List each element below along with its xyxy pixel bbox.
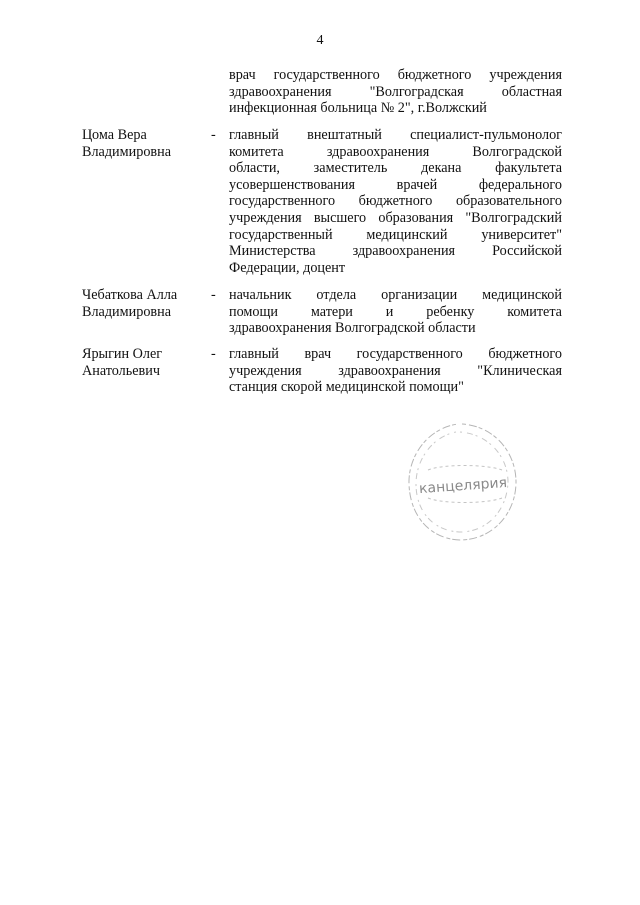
description-line: главный внештатный специалист-пульмонолог [229,127,562,143]
description-line: главный врач государственного бюджетного [229,346,562,362]
dash-separator: - [211,346,216,362]
description-line: учреждения высшего образования "Волгоградский [229,209,562,226]
position-description [229,287,562,337]
patronymic: Анатольевич [82,362,160,379]
description-line: здравоохранения Волгоградской области [229,320,476,337]
description-line: учреждения здравоохранения "Клиническая [229,362,562,379]
patronymic: Владимировна [82,143,171,160]
description-line: инфекционная больница № 2", г.Волжский [229,100,487,117]
description-line: области, заместитель декана факультета [229,160,562,177]
dash-separator: - [211,127,216,143]
description-line: помощи матери и ребенку комитета [229,303,562,320]
surname-given-name: Чебаткова Алла [82,287,178,303]
patronymic: Владимировна [82,303,171,320]
description-line: станция скорой медицинской помощи" [229,379,464,396]
description-line: здравоохранения "Волгоградская областная [229,83,562,100]
description-line: врач государственного бюджетного учреждения [229,67,562,83]
description-line: усовершенствования врачей федерального [229,176,562,193]
dash-separator: - [211,287,216,303]
person-name [82,346,202,379]
office-stamp [402,418,522,546]
description-line: государственного бюджетного образовательного [229,193,562,210]
description-line: начальник отдела организации медицинской [229,287,562,303]
person-name [82,127,202,160]
surname-given-name: Ярыгин Олег [82,346,163,362]
position-description [229,127,562,276]
page-number: 4 [316,33,324,48]
surname-given-name: Цома Вера [82,127,147,143]
person-name [82,287,202,320]
description-line: Федерации, доцент [229,259,346,276]
description-line: комитета здравоохранения Волгоградской [229,143,562,160]
position-description [229,346,562,396]
description-line: Министерства здравоохранения Российской [229,243,562,260]
position-description [229,67,562,117]
stamp-text: канцелярия [418,474,508,498]
description-line: государственный медицинский университет" [229,226,562,243]
